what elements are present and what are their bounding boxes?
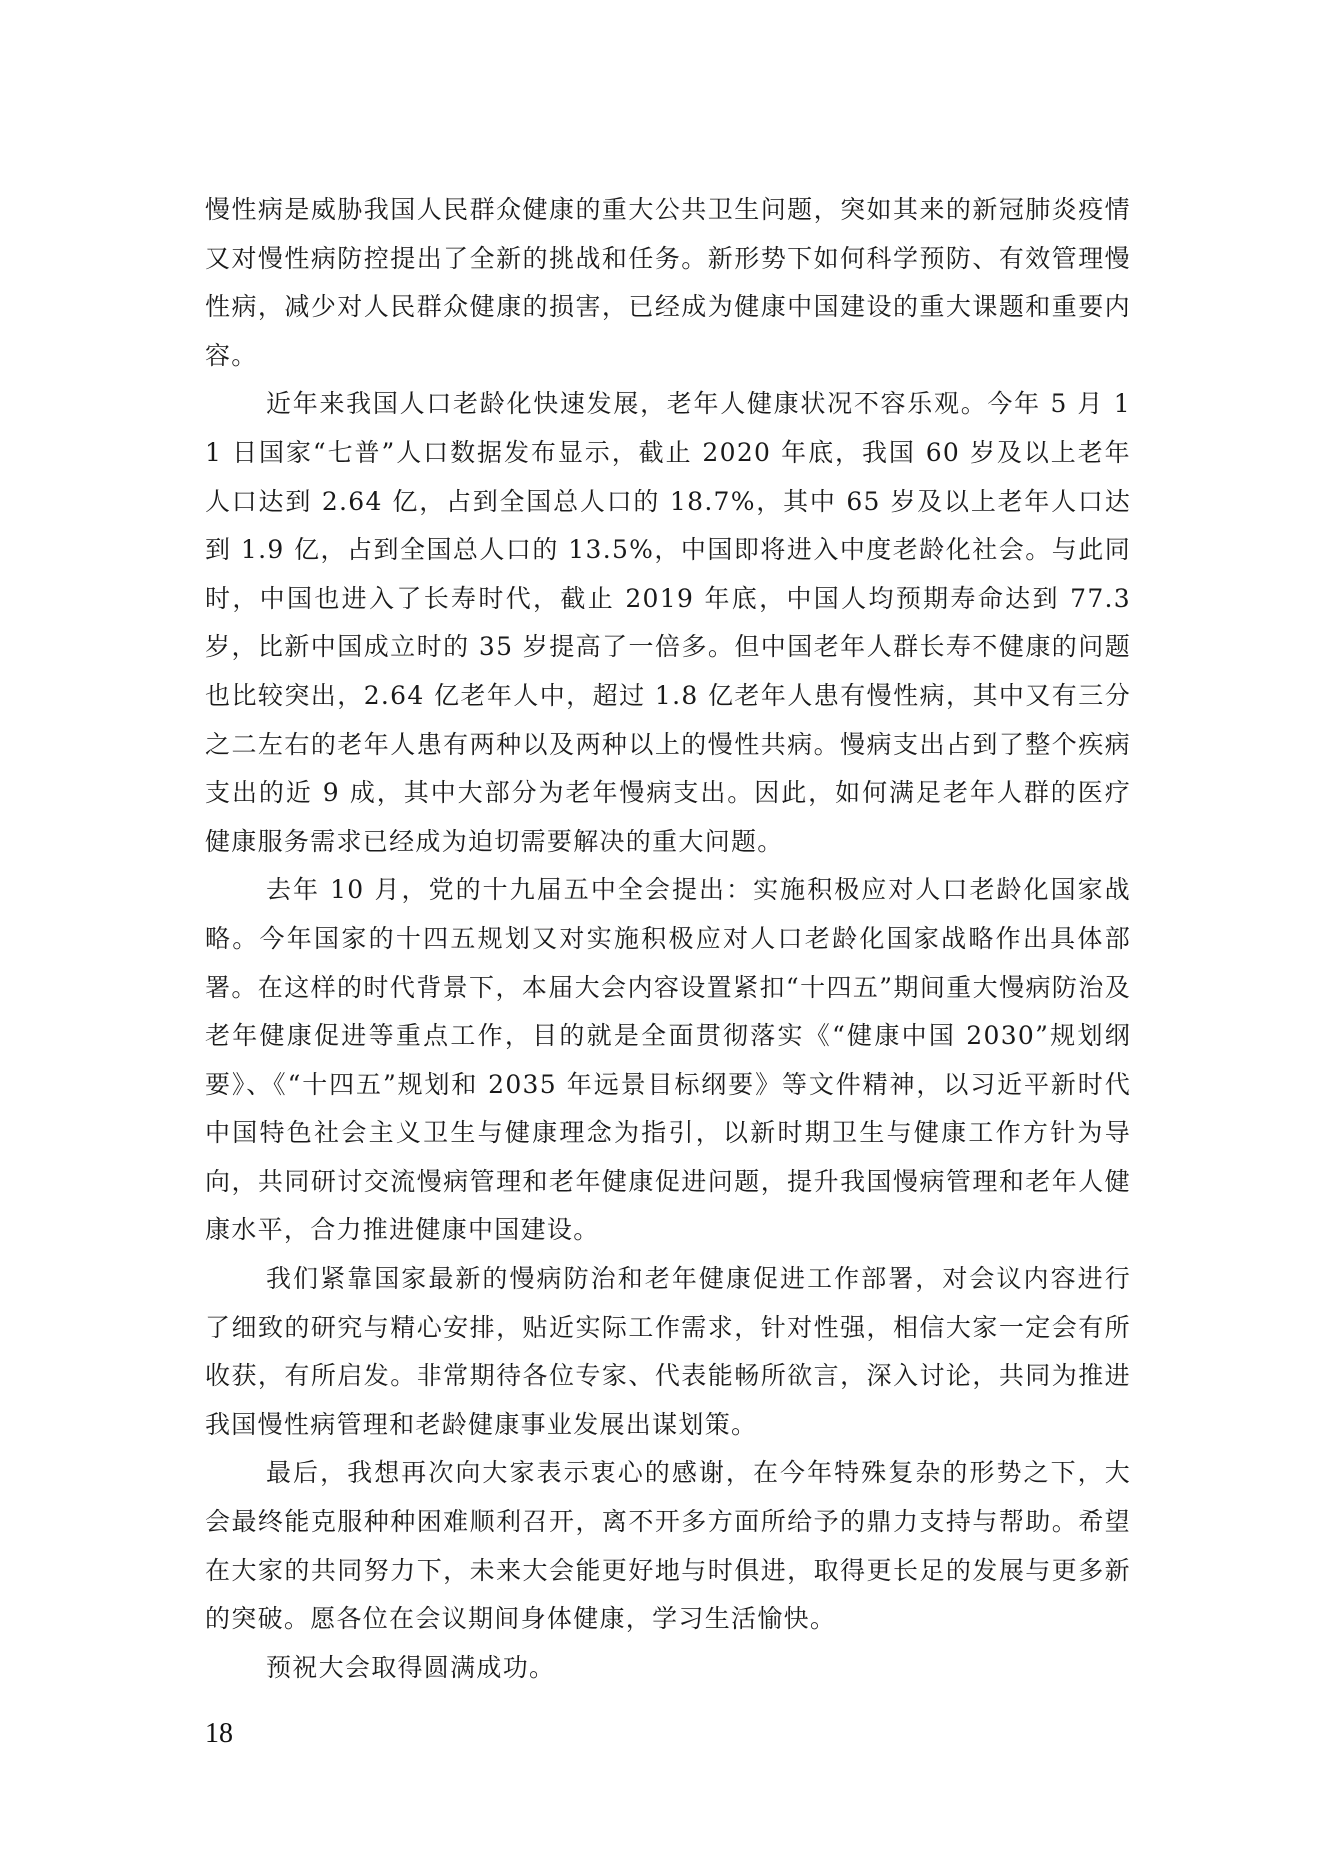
page-number: 18 bbox=[205, 1718, 233, 1749]
paragraph-national-strategy: 去年 10 月，党的十九届五中全会提出：实施积极应对人口老龄化国家战略。今年国家的十四五规划又对实施积极应对人口老龄化国家战略作出具体部署。在这样的时代背景下，本届大会内容设置紧扣“十四五”期间重大慢病防治及老年健康促进等重点工作，目的就是全面贯彻落实《“健康中国 2030”规划纲要》、《“十四五”规划和 2035 年远景目标纲要》等文件精神，以习近平新时代中国特色社会主义卫生与健康理念为指引，以新时期卫生与健康工作方针为导向，共同研讨交流慢病管理和老年健康促进问题，提升我国慢病管理和老年人健康水平，合力推进健康中国建设。 bbox=[205, 875, 1131, 1245]
paragraph-thanks: 最后，我想再次向大家表示衷心的感谢，在今年特殊复杂的形势之下，大会最终能克服种种困难顺利召开，离不开多方面所给予的鼎力支持与帮助。希望在大家的共同努力下，未来大会能更好地与时俱进，取得更长足的发展与更多新的突破。愿各位在会议期间身体健康，学习生活愉快。 bbox=[205, 1458, 1131, 1634]
paragraph-aging-population: 近年来我国人口老龄化快速发展，老年人健康状况不容乐观。今年 5 月 11 日国家“七普”人口数据发布显示，截止 2020 年底，我国 60 岁及以上老年人口达到 2.64 亿，占到全国总人口的 18.7%，其中 65 岁及以上老年人口达到 1.9 亿，占到全国总人口的 13.5%，中国即将进入中度老龄化社会。与此同时，中国也进入了长寿时代，截止 2019 年底，中国人均预期寿命达到 77.3 岁，比新中国成立时的 35 岁提高了一倍多。但中国老年人群长寿不健康的问题也比较突出，2.64 亿老年人中，超过 1.8 亿老年人患有慢性病，其中又有三分之二左右的老年人患有两种以及两种以上的慢性共病。慢病支出占到了整个疾病支出的近 9 成，其中大部分为老年慢病支出。因此，如何满足老年人群的医疗健康服务需求已经成为迫切需要解决的重大问题。 bbox=[205, 389, 1131, 856]
paragraph-conference-arrangement: 我们紧靠国家最新的慢病防治和老年健康促进工作部署，对会议内容进行了细致的研究与精心安排，贴近实际工作需求，针对性强，相信大家一定会有所收获，有所启发。非常期待各位专家、代表能畅所欲言，深入讨论，共同为推进我国慢性病管理和老龄健康事业发展出谋划策。 bbox=[205, 1264, 1131, 1439]
paragraph-chronic-disease-intro: 慢性病是威胁我国人民群众健康的重大公共卫生问题，突如其来的新冠肺炎疫情又对慢性病防控提出了全新的挑战和任务。新形势下如何科学预防、有效管理慢性病，减少对人民群众健康的损害，已经成为健康中国建设的重大课题和重要内容。 bbox=[205, 195, 1131, 370]
document-body bbox=[205, 186, 1131, 1692]
paragraph-closing-wish: 预祝大会取得圆满成功。 bbox=[266, 1652, 556, 1682]
